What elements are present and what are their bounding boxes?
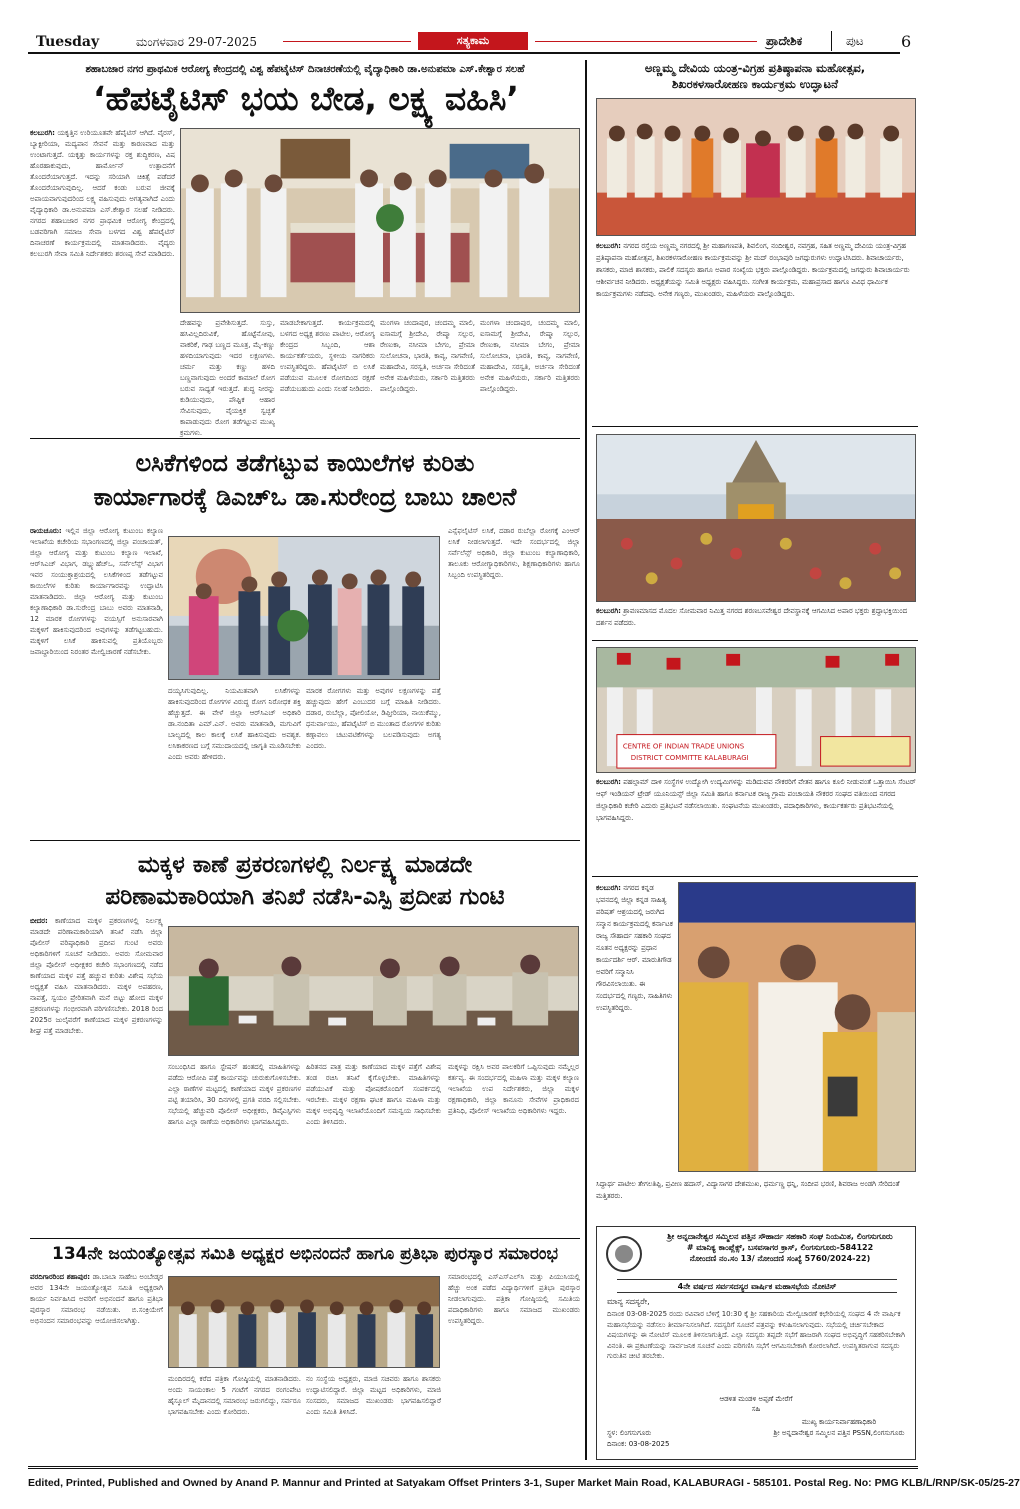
story1-column-b: ದೇಹವನ್ನು ಪ್ರವೇಶಿಸುತ್ತದೆ. ಸುಸ್ತು, ಹಸಿವಿಲ್ಲದಿರುವಿಕೆ, ಹೊಟ್ಟೆನೋವು, ವಾಕರಿಕೆ, ಗಾಢ ಬಣ್ಣದ ಮೂತ್ರ, ಮೈ-ಕಣ್ಣು ಹಳದಿಯಾಗುವುದು ಇದರ ಲಕ್ಷಣಗಳು. ಚರ್ಮ ಮತ್ತು ಕಣ್ಣು ಹಳದಿ ಬಣ್ಣವಾಗುವುದು ಅಂದರೆ ಕಾಮಾಲೆ ರೋಗ ಬರುವ ಸಾಧ್ಯತೆ ಇರುತ್ತದೆ. ಶುದ್ಧ ನೀರನ್ನು ಕುಡಿಯುವುದು, ಪೌಷ್ಟಿಕ ಆಹಾರ ಸೇವಿಸುವುದು, ವೈಯಕ್ತಿಕ ಸ್ವಚ್ಛತೆ ಕಾಪಾಡುವುದು ರೋಗ ತಡೆಗಟ್ಟುವ ಮುಖ್ಯ ಕ್ರಮಗಳು. bbox=[180, 319, 275, 437]
story2-column-a bbox=[30, 526, 163, 826]
story1-dateline: ಕಲಬುರಗಿ: bbox=[30, 129, 55, 137]
story4-headline: 134ನೇ ಜಯಂತ್ಯೋತ್ಸವ ಸಮಿತಿ ಅಧ್ಯಕ್ಷರ ಅಭಿನಂದನೆ ಹಾಗೂ ಪ್ರತಿಭಾ ಪುರಸ್ಕಾರ ಸಮಾರಂಭ bbox=[52, 1244, 558, 1264]
right3-text: ಪಹಲ್ಗಾಮ್ ದಾಳಿ ಸಂಸ್ಥೆಗಳ ಉದ್ಯೋಗಿ ಉದ್ಯಮಿಗಳನ್ನು ಮಡಿದುವವ ನೌಕರರಿಗೆ ವೇತನ ಹಾಗೂ ಕೂಲಿ ನೀಡುವಂತೆ ಒತ್ತಾಯಿಸಿ ಸೆಂಟರ್ ಆಫ್ ಇಂಡಿಯನ್ ಟ್ರೇಡ್ ಯೂನಿಯನ್ಸ್ ಜಿಲ್ಲಾ ಸಮಿತಿ ಹಾಗೂ ಕರ್ನಾಟಕ ರಾಜ್ಯ ಗ್ರಾಮ ಪಂಚಾಯತಿ ನೌಕರರ ಸಂಘದ ವತಿಯಿಂದ ನಗರದ ಜಿಲ್ಲಾಧಿಕಾರಿ ಕಚೇರಿ ಎದುರು ಪ್ರತಿಭಟನೆ ನಡೆಸಲಾಯಿತು. ಸಂಘಟನೆಯ ಮುಖಂಡರು, ಪದಾಧಿಕಾರಿಗಳು, ಕಾರ್ಯಕರ್ತರು ಪ್ರತಿಭಟನೆಯಲ್ಲಿ ಭಾಗವಹಿಸಿದ್ದರು. bbox=[596, 778, 916, 822]
story3-column-a bbox=[30, 916, 163, 1232]
right-divider-2 bbox=[592, 640, 918, 641]
right1-dateline: ಕಲಬುರಗಿ: bbox=[596, 242, 621, 250]
notice-place: ಸ್ಥಳ: ಲಿಂಗಸುಗೂರು bbox=[607, 1429, 652, 1437]
header-rule-left bbox=[283, 41, 411, 42]
right1-story-text bbox=[596, 240, 916, 418]
notice-body: ದಿನಾಂಕ 03-08-2025 ರಂದು ರವಿವಾರ ಬೆಳಿಗ್ಗೆ 10:30 ಕ್ಕೆ ಶ್ರೀ ಸಹಕಾರಿಯ ಮೇಲ್ವಿಚಾರಣೆ ಕಛೇರಿಯಲ್ಲಿ ಸಂಘದ 4 ನೇ ವಾರ್ಷಿಕ ಮಹಾಸಭೆಯನ್ನು ನಡೆಸಲು ತೀರ್ಮಾನಿಸಲಾಗಿದೆ. ಸದಸ್ಯರಿಗೆ ಸೂಚನೆ ಪತ್ರವನ್ನು ಕಳುಹಿಸಲಾಗುವುದು. ಸಭೆಯಲ್ಲಿ ಚರ್ಚಿಸಬೇಕಾದ ವಿಷಯಗಳನ್ನು ಈ ನೋಟಿಸ್ ಮೂಲಕ ತಿಳಿಸಲಾಗುತ್ತಿದೆ. ಎಲ್ಲಾ ಸದಸ್ಯರು ತಪ್ಪದೇ ಸಭೆಗೆ ಹಾಜರಾಗಿ ಸಂಘದ ಅಭಿವೃದ್ಧಿಗೆ ಸಹಕರಿಸಬೇಕಾಗಿ ವಿನಂತಿ. ಈ ಪ್ರಕಟಣೆಯನ್ನು ಸಾರ್ವಜನಿಕ ಸೂಚನೆ ಎಂದು ಪರಿಗಣಿಸಿ ಸಭೆಗೆ ಆಗಮಿಸಬೇಕಾಗಿ ಕೋರಲಾಗಿದೆ. ಉಪಸ್ಥಿತರಾಗುವ ಸದಸ್ಯರು ಗುರುತಿನ ಚೀಟಿ ತರಬೇಕು. bbox=[607, 1310, 905, 1360]
story-divider-3 bbox=[30, 1238, 580, 1239]
story1-column-a bbox=[30, 128, 175, 428]
story2-dateline: ರಾಯಚೂರು: bbox=[30, 527, 62, 535]
right3-caption bbox=[596, 776, 916, 868]
right1-photo bbox=[596, 98, 916, 236]
right-divider-1 bbox=[592, 426, 918, 427]
story2-column-b: ದಯ್ಯಸಿಗುವುದಿಲ್ಲ. ನಿಯಮಿತವಾಗಿ ಲಸಿಕೆಗಳನ್ನು ಹಾಕಿಸುವುದರಿಂದ ರೋಗಗಳ ವಿರುದ್ಧ ರೋಗ ನಿರೋಧಕ ಶಕ್ತಿ ಹೆಚ್ಚುತ್ತದೆ. ಈ ವೇಳೆ ಜಿಲ್ಲಾ ಆರ್‌ಸಿಎಚ್ ಅಧಿಕಾರಿ ಡಾ.ನಂದಿತಾ ಎಮ್.ಎನ್. ಅವರು ಮಾತನಾಡಿ, ಮಗುವಿಗೆ ಬಾಲ್ಯದಲ್ಲಿ ಕಾಲ ಕಾಲಕ್ಕೆ ಲಸಿಕೆ ಹಾಕಿಸುವುದು ಅವಶ್ಯಕ. ಲಸಿಕಾಕರಣದ ಬಗ್ಗೆ ಸಮುದಾಯದಲ್ಲಿ ಜಾಗೃತಿ ಮೂಡಿಸಬೇಕು ಎಂದು ಅವರು ಹೇಳಿದರು. bbox=[168, 687, 301, 761]
story4-text-a: ಡಾ.ಬಾಬಾ ಸಾಹೇಬ ಅಂಬೇಡ್ಕರ ಅವರ 134ನೇ ಜಯಂತ್ಯೋತ್ಸವ ಸಮಿತಿ ಅಧ್ಯಕ್ಷರಾಗಿ ಕಾರ್ಯ ನಿರ್ವಹಿಸಿದ ಅವರಿಗೆ ಅಭಿನಂದನೆ ಹಾಗೂ ಪ್ರತಿಭಾ ಪುರಸ್ಕಾರ ಸಮಾರಂಭ ನಡೆಯಿತು. ಬಿ.ಸಂಕ್ರಿಯೇಗೆ ಅಭಿನಂದನ ಸಮಾರಂಭವನ್ನು ಆಯೋಜಿಸಲಾಗಿತ್ತು. bbox=[30, 1273, 163, 1325]
right2-photo bbox=[596, 434, 916, 602]
page-label: ಪುಟ bbox=[846, 34, 864, 48]
right4-side-text bbox=[596, 882, 674, 1172]
story3-column-c: ಹಿರಿತನದ ಪಾತ್ರ ಮತ್ತು ಕಾಣೆಯಾದ ಮಕ್ಕಳ ಪತ್ತೆಗೆ ವಿಶೇಷ ತಂಡ ರಚಿಸಿ ತನಿಖೆ ಕೈಗೊಳ್ಳಬೇಕು. ಮಾಹಿತಿಗಳನ್ನು ಪಡೆಯುವಿಕೆ ಮತ್ತು ಪೋಷಕರೊಂದಿಗೆ ಸಂಪರ್ಕದಲ್ಲಿ ಇರಬೇಕು. ಮಕ್ಕಳ ರಕ್ಷಣಾ ಘಟಕ ಹಾಗೂ ಮಹಿಳಾ ಮತ್ತು ಮಕ್ಕಳ ಅಭಿವೃದ್ಧಿ ಇಲಾಖೆಯೊಂದಿಗೆ ಸಮನ್ವಯ ಸಾಧಿಸಬೇಕು ಎಂದು ತಿಳಿಸಿದರು. bbox=[306, 1063, 441, 1126]
story3-text-a: ಕಾಣೆಯಾದ ಮಕ್ಕಳ ಪ್ರಕರಣಗಳಲ್ಲಿ ನಿರ್ಲಕ್ಷ್ಯ ಮಾಡದೇ ಪರಿಣಾಮಕಾರಿಯಾಗಿ ತನಿಖೆ ನಡೆಸಿ ಜಿಲ್ಲಾ ಪೊಲೀಸ್ ವರಿಷ್ಠಾಧಿಕಾರಿ ಪ್ರದೀಪ ಗುಂಟಿ ಅವರು ಅಧಿಕಾರಿಗಳಿಗೆ ಸೂಚನೆ ನೀಡಿದರು. ಅವರು ಸೋಮವಾರ ಜಿಲ್ಲಾ ಪೊಲೀಸ್ ಅಧೀಕ್ಷಕರ ಕಚೇರಿ ಸಭಾಂಗಣದಲ್ಲಿ ನಡೆದ ಕಾಣೆಯಾದ ಮಕ್ಕಳ ಪತ್ತೆ ಹಚ್ಚುವ ಕುರಿತು ವಿಶೇಷ ಸಭೆಯ ಅಧ್ಯಕ್ಷತೆ ವಹಿಸಿ ಮಾತನಾಡಿದರು. ಮಕ್ಕಳ ಅಪಹರಣ, ನಾಪತ್ತೆ, ಸ್ವಯಂ ಪ್ರೇರಿತವಾಗಿ ಮನೆ ಬಿಟ್ಟು ಹೋದ ಮಕ್ಕಳ ಪ್ರಕರಣಗಳನ್ನು ಗಂಭೀರವಾಗಿ ಪರಿಗಣಿಸಬೇಕು. 2018 ರಿಂದ 2025ರ ಜುಲೈವರೆಗೆ ಕಾಣೆಯಾದ ಮಕ್ಕಳ ಪ್ರಕರಣಗಳನ್ನು ಶೀಘ್ರ ಪತ್ತೆ ಮಾಡಬೇಕು. bbox=[30, 917, 163, 1035]
section-name: ಪ್ರಾದೇಶಿಕ bbox=[766, 34, 803, 48]
right1-headline-line1: ಅಣ್ಣಮ್ಮ ದೇವಿಯ ಯಂತ್ರ-ವಿಗ್ರಹ ಪ್ರತಿಷ್ಠಾಪನಾ ಮಹೋತ್ಸವ, bbox=[644, 61, 866, 75]
notice-signatory-title: ಮುಖ್ಯ ಕಾರ್ಯನಿರ್ವಾಹಣಾಧಿಕಾರಿ bbox=[801, 1418, 877, 1426]
story2-text-a: ಇಲ್ಲಿನ ಜಿಲ್ಲಾ ಆರೋಗ್ಯ ಕುಟುಂಬ ಕಲ್ಯಾಣ ಇಲಾಖೆಯ ಕಚೇರಿಯ ಸಭಾಂಗಣದಲ್ಲಿ ಜಿಲ್ಲಾ ಪಂಚಾಯತ್, ಜಿಲ್ಲಾ ಆರೋಗ್ಯ ಮತ್ತು ಕುಟುಂಬ ಕಲ್ಯಾಣ ಇಲಾಖೆ, ಆರ್‌ಸಿಎಚ್ ವಿಭಾಗ, ಡಬ್ಲ್ಯುಹೆಚ್‌ಒ, ಸರ್ವೆಲೆನ್ಸ್ ವಿಭಾಗ ಇವರ ಸಂಯುಕ್ತಾಶ್ರಯದಲ್ಲಿ ಲಸಿಕೆಗಳಿಂದ ತಡೆಗಟ್ಟುವ ಕಾಯಿಲೆಗಳ ಕುರಿತು ಕಾರ್ಯಾಗಾರವನ್ನು ಉದ್ಘಾಟಿಸಿ ಮಾತನಾಡಿದರು. ಜಿಲ್ಲಾ ಆರೋಗ್ಯ ಮತ್ತು ಕುಟುಂಬ ಕಲ್ಯಾಣಾಧಿಕಾರಿ ಡಾ.ಸುರೇಂದ್ರ ಬಾಬು ಅವರು ಮಾತನಾಡಿ, 12 ಮಾರಕ ರೋಗಗಳನ್ನು ವಯಸ್ಸಿಗೆ ಅನುಸಾರವಾಗಿ ಮಕ್ಕಳಿಗೆ ಹಾಕಿಸುವುದರಿಂದ ಅವುಗಳನ್ನು ತಡೆಗಟ್ಟಬಹುದು. ಮಕ್ಕಳಿಗೆ ಲಸಿಕೆ ಹಾಕಿಸುವಲ್ಲಿ ಪ್ರತಿಯೊಬ್ಬರು ಜವಾಬ್ದಾರಿಯಿಂದ ನಿರಂತರ ಮೇಲ್ವಿಚಾರಣೆ ನಡೆಸಬೇಕು. bbox=[30, 527, 163, 656]
story4-dateline: ವರದಿಗಾರರಿಂದ ಶಹಾಪುರ: bbox=[30, 1273, 91, 1281]
notice-signatory-org: ಶ್ರೀ ಅನ್ನದಾನೇಶ್ವರ ಸಮ್ಮಿಲನ ಪತ್ತಿನ PSSN,ಲಿಂಗಸುಗೂರು bbox=[773, 1429, 905, 1437]
story3-column-d: ಮಕ್ಕಳನ್ನು ರಕ್ಷಿಸಿ ಅವರ ಪಾಲಕರಿಗೆ ಒಪ್ಪಿಸುವುದು ನಮ್ಮೆಲ್ಲರ ಕರ್ತವ್ಯ. ಈ ಸಂದರ್ಭದಲ್ಲಿ ಮಹಿಳಾ ಮತ್ತು ಮಕ್ಕಳ ಕಲ್ಯಾಣ ಇಲಾಖೆಯ ಉಪ ನಿರ್ದೇಶಕರು, ಜಿಲ್ಲಾ ಮಕ್ಕಳ ರಕ್ಷಣಾಧಿಕಾರಿ, ಜಿಲ್ಲಾ ಕಾನೂನು ಸೇವೆಗಳ ಪ್ರಾಧಿಕಾರದ ಪ್ರತಿನಿಧಿ, ಪೊಲೀಸ್ ಇಲಾಖೆಯ ಅಧಿಕಾರಿಗಳು ಇದ್ದರು. bbox=[448, 1063, 579, 1115]
page-header bbox=[28, 30, 912, 54]
story3-headline-line1: ಮಕ್ಕಳ ಕಾಣೆ ಪ್ರಕರಣಗಳಲ್ಲಿ ನಿರ್ಲಕ್ಷ್ಯ ಮಾಡದೇ bbox=[137, 852, 473, 878]
story1-text-a: ಯಕೃತ್ತಿನ ಉರಿಯೂತವೇ ಹೆಪೈಟಿಸ್ ಆಗಿದೆ. ವೈರಸ್, ಬ್ಯಾಕ್ಟೀರಿಯಾ, ಮದ್ಯಪಾನ ಸೇವನೆ ಮತ್ತು ಕಾರಣವಾದ ಮತ್ತು ಉಂಟಾಗುತ್ತದೆ. ಯಕೃತ್ತು ಕಾರ್ಯಗಳನ್ನು ರಕ್ತ ಶುದ್ಧಿಕರಣ, ವಿಷ ಹೊರಹಾಕುವುದು, ಹಾರ್ಮೋನ್ ಉತ್ಪಾದನೆಗೆ ತೊಂದರೆಯಾಗುತ್ತದೆ. ಇದನ್ನು ಸರಿಯಾಗಿ ಚಿಕಿತ್ಸೆ ಪಡೆದರೆ ತೊಂದರೆಯಾಗುವುದಿಲ್ಲ. ಆದರೆ ಕಂಡು ಬರುವ ಜೀವಕ್ಕೆ ಅಪಾಯವಾಗುವುದರಿಂದ ಲಕ್ಷ್ಯ ವಹಿಸುವುದು ಅಗತ್ಯವಾಗಿದೆ ಎಂದು ವೈದ್ಯಾಧಿಕಾರಿ ಡಾ.ಅನುಪಮಾ ಎಸ್.ಕೇಶ್ವಾರ ಸಲಹೆ ನೀಡಿದರು. ನಗರದ ಶಹಾಬಜಾರ ನಗರ ಪ್ರಾಥಮಿಕ ಆರೋಗ್ಯ ಕೇಂದ್ರದಲ್ಲಿ ಬಡವರಿಗಾಗಿ ಸಮಾಜ ಸೇವಾ ಬಳಗದ ವಿಶ್ವ ಹೆಪಟೈಟಿಸ್ ದಿನಾಚರಣೆ ಕಾರ್ಯಕ್ರಮದಲ್ಲಿ ಮಾತನಾಡಿದರು. ವೈದ್ಯರು ಕಲಬುರಗಿ ಸೇವಾ ಸಮಿತಿ ನಿರ್ದೇಶಕರು ಶರಣಪ್ಪ ಸೇವೆ ಮಾಡಿದರು. bbox=[30, 129, 175, 258]
header-divider bbox=[831, 31, 832, 51]
story1-headline: ‘ಹೆಪಟೈಟಿಸ್ ಭಯ ಬೇಡ, ಲಕ್ಷ್ಯ ವಹಿಸಿ’ bbox=[93, 79, 519, 118]
banner-text-line1: CENTRE OF INDIAN TRADE UNIONS bbox=[622, 742, 745, 751]
general-body-meeting-notice bbox=[596, 1226, 916, 1460]
story3-photo bbox=[168, 926, 579, 1056]
notice-greeting: ಮಾನ್ಯ ಸದಸ್ಯರೇ, bbox=[607, 1297, 650, 1306]
column-separator bbox=[585, 60, 587, 1460]
story2-headline-line2: ಕಾರ್ಯಾಗಾರಕ್ಕೆ ಡಿಎಚ್‌ಒ ಡಾ.ಸುರೇಂದ್ರ ಬಾಬು ಚಾಲನೆ bbox=[93, 483, 517, 511]
page-number: 6 bbox=[901, 32, 912, 51]
story1-photo bbox=[180, 128, 580, 313]
story4-column-b: ಮಂದಿರದಲ್ಲಿ ಕರೆದ ಪತ್ರಿಕಾ ಗೋಷ್ಠಿಯಲ್ಲಿ ಮಾತನಾಡಿದರು. ಅಂದು ಸಾಯಂಕಾಲ 5 ಗಂಟೆಗೆ ನಗರದ ರಂಗಂಪೇಟ ಹೈಸ್ಕೂಲ್ ಮೈದಾನದಲ್ಲಿ ಸಮಾರಂಭ ಜರುಗಲಿದ್ದು, ಸರ್ವರೂ ಭಾಗವಹಿಸಬೇಕು ಎಂದು ಕೋರಿದರು. bbox=[168, 1375, 301, 1416]
notice-org-header bbox=[649, 1231, 911, 1264]
banner-text-line2: DISTRICT COMMITTE KALABURAGI bbox=[630, 754, 749, 763]
story2-column-d: ಎನ್ಸೆಫಲೈಟಿಸ್ ಲಸಿಕೆ, ದಡಾರ ರುಬೆಲ್ಲಾ ರೋಗಕ್ಕೆ ಎಂಆರ್ ಲಸಿಕೆ ನೀಡಲಾಗುತ್ತದೆ. ಇದೇ ಸಂದರ್ಭದಲ್ಲಿ ಜಿಲ್ಲಾ ಸರ್ವೆಲೆನ್ಸ್ ಅಧಿಕಾರಿ, ಜಿಲ್ಲಾ ಕುಟುಂಬ ಕಲ್ಯಾಣಾಧಿಕಾರಿ, ತಾಲೂಕು ಆರೋಗ್ಯಾಧಿಕಾರಿಗಳು, ಶಿಕ್ಷಣಾಧಿಕಾರಿಗಳು ಹಾಗೂ ಸಿಬ್ಬಂದಿ ಉಪಸ್ಥಿತರಿದ್ದರು. bbox=[448, 527, 580, 579]
society-logo-icon bbox=[605, 1235, 643, 1273]
right4-caption: ಸಿದ್ದಾರ್ಥ ಪಾಟೀಲ ತೇಗಲತಿಪ್ಪಿ, ಪ್ರವೀಣ ಹದಾಸ್, ವಿದ್ಯಾಸಾಗರ ದೇಶಮುಖ, ಧರ್ಮಣ್ಣ ಧನ್ನಿ, ಸಂದೀಪ ಭರಣಿ, ಶಿವರಾಜ ಅಂಡಗಿ ಸೇರಿದಂತೆ ಮತ್ತಿತರರು. bbox=[596, 1180, 900, 1200]
notice-order-line: ಆಡಳಿತ ಮಂಡಳಿ ಅಪ್ಪಣೆ ಮೇರೆಗೆ bbox=[719, 1395, 793, 1403]
printer-imprint: Edited, Printed, Published and Owned by Anand P. Mannur and Printed at Satyakam Offset Printers 3-1, Super Market Main Road, KALABURAGI - 585101. Postal Reg. No: PMG KLB/L/RNP/SK-05/25-27 bbox=[28, 1466, 918, 1498]
right-divider-3 bbox=[592, 876, 918, 877]
story2-photo bbox=[168, 536, 440, 680]
right1-headline-line2: ಶಿಖರಕಳಸಾರೋಹಣ ಕಾರ್ಯಕ್ರಮ ಉದ್ಘಾಟನೆ bbox=[672, 77, 838, 91]
issue-date: ಮಂಗಳವಾರ 29-07-2025 bbox=[136, 35, 258, 49]
right4-text: ನಗರದ ಕನ್ನಡ ಭವನದಲ್ಲಿ ಜಿಲ್ಲಾ ಕನ್ನಡ ಸಾಹಿತ್ಯ ಪರಿಷತ್ ಆಶ್ರಯದಲ್ಲಿ ಜರುಗಿದ ಸನ್ಮಾನ ಕಾರ್ಯಕ್ರಮದಲ್ಲಿ ಕರ್ನಾಟಕ ರಾಜ್ಯ ಸೌಹಾರ್ದ ಸಹಕಾರಿ ಸಂಘದ ನೂತನ ಅಧ್ಯಕ್ಷರನ್ನು ಪ್ರಧಾನ ಕಾರ್ಯದರ್ಶಿ ಆರ್. ಮಾರುತಿಗೌಡ ಅವರಿಗೆ ಸನ್ಮಾನಿಸಿ ಗೌರವಿಸಲಾಯಿತು. ಈ ಸಂದರ್ಭದಲ್ಲಿ ಗಣ್ಯರು, ಸಾಹಿತಿಗಳು ಉಪಸ್ಥಿತರಿದ್ದರು. bbox=[596, 884, 673, 1012]
notice-org-name: ಶ್ರೀ ಅನ್ನದಾನೇಶ್ವರ ಸಮ್ಮಿಲನ ಪತ್ತಿನ ಸೌಹಾರ್ದ ಸಹಕಾರಿ ಸಂಘ ನಿಯಮಿತ, ಲಿಂಗಸುಗೂರು bbox=[667, 1232, 893, 1241]
notice-title: 4ನೇ ವರ್ಷದ ಸರ್ವಸದಸ್ಯರ ವಾರ್ಷಿಕ ಮಹಾಸಭೆಯ ನೋಟಿಸ್ bbox=[617, 1279, 897, 1293]
masthead-logo: ಸತ್ಯಕಾಮ bbox=[418, 32, 528, 50]
story3-column-b: ಸಂಬಂಧಿಸಿದ ಹಾಗೂ ಸ್ಟೇಷನ್ ಹಂತದಲ್ಲಿ ಮಾಹಿತಿಗಳನ್ನು ಪಡೆದು ಆರೋಪಿ ಪತ್ತೆ ಕಾರ್ಯವನ್ನು ಚುರುಕುಗೊಳಿಸಬೇಕು. ಎಲ್ಲಾ ಠಾಣೆಗಳ ಮಟ್ಟದಲ್ಲಿ ಕಾಣೆಯಾದ ಮಕ್ಕಳ ಪ್ರಕರಣಗಳ ಪಟ್ಟಿ ತಯಾರಿಸಿ, 30 ದಿನಗಳಲ್ಲಿ ಪ್ರಗತಿ ವರದಿ ಸಲ್ಲಿಸಬೇಕು. ಸಭೆಯಲ್ಲಿ ಹೆಚ್ಚುವರಿ ಪೊಲೀಸ್ ಅಧೀಕ್ಷಕರು, ಡಿವೈಎಸ್ಪಿಗಳು ಹಾಗೂ ಎಲ್ಲಾ ಠಾಣೆಯ ಅಧಿಕಾರಿಗಳು ಭಾಗವಹಿಸಿದ್ದರು. bbox=[168, 1063, 301, 1126]
right2-text: ಶ್ರಾವಣಮಾಸದ ಮೊದಲ ಸೋಮವಾರ ನಿಮಿತ್ತ ನಗರದ ಶರಣಬಸವೇಶ್ವರ ದೇವಸ್ಥಾನಕ್ಕೆ ಆಗಮಿಸಿದ ಅಪಾರ ಭಕ್ತರು ಶ್ರದ್ಧಾಭಕ್ತಿಯಿಂದ ದರ್ಶನ ಪಡೆದರು. bbox=[596, 607, 908, 627]
story1-column-d: ಮಂಗಳಾ ಚಂದಾಪುರ, ಚಂದಮ್ಮ ಮಾಲಿ, ಐಸಾಮಗ್ಗೆ ಶ್ರೀದೇವಿ, ರೇಷ್ಮಾ ಸಲ್ಪುರ, ರೇಣುಕಾ, ನಸೀಮಾ ಬೇಗಂ, ಪ್ರೇಮಾ ಸುಲೋಚನಾ, ಭಾರತಿ, ಕಾವ್ಯ, ನಾಗವೇಣಿ, ಮಹಾದೇವಿ, ಸರಸ್ವತಿ, ಅರ್ಚನಾ ಸೇರಿದಂತೆ ಅನೇಕ ಮಹಿಳೆಯರು, ಸರ್ಕಾರಿ ಮತ್ತಿತರರು ಪಾಲ್ಗೊಂಡಿದ್ದರು. bbox=[380, 319, 475, 393]
story4-column-a bbox=[30, 1272, 163, 1460]
notice-signatory bbox=[765, 1417, 913, 1439]
story4-photo bbox=[168, 1276, 440, 1368]
notice-org-address: # ಮಾನಿಕ್ಯ ಕಾಂಪ್ಲೆಕ್ಸ್, ಬಸವಸಾಗರ ಕ್ರಾಸ್, ಲಿಂಗಸುಗೂರು-584122 bbox=[686, 1243, 874, 1252]
right4-dateline: ಕಲಬುರಗಿ: bbox=[596, 884, 621, 892]
notice-date: ದಿನಾಂಕ: 03-08-2025 bbox=[607, 1440, 670, 1448]
story3-dateline: ಬೀದರ: bbox=[30, 917, 48, 925]
story4-column-c: ನಂ ಸಂಸ್ಥೆಯ ಅಧ್ಯಕ್ಷರು, ಮಾಜಿ ಸಚಿವರು ಹಾಗೂ ಶಾಸಕರು ಉದ್ಘಾಟಿಸಲಿದ್ದಾರೆ. ಜಿಲ್ಲಾ ಮಟ್ಟದ ಅಧಿಕಾರಿಗಳು, ಮಾಜಿ ಸಂಸದರು, ಸಮಾಜದ ಮುಖಂಡರು ಭಾಗವಹಿಸಲಿದ್ದಾರೆ ಎಂದು ಸಮಿತಿ ತಿಳಿಸಿದೆ. bbox=[306, 1375, 441, 1416]
right3-photo bbox=[596, 647, 916, 773]
story2-column-c: ಮಾರಕ ರೋಗಗಳು ಮತ್ತು ಅವುಗಳ ಲಕ್ಷಣಗಳನ್ನು ಪತ್ತೆ ಹಚ್ಚುವುದು ಹೇಗೆ ಎಂಬುದರ ಬಗ್ಗೆ ಮಾಹಿತಿ ನೀಡಿದರು. ದಡಾರ, ರುಬೆಲ್ಲಾ, ಪೋಲಿಯೋ, ಡಿಫ್ತೀರಿಯಾ, ನಾಯಿಕೆಮ್ಮು, ಧನುರ್ವಾಯು, ಹೆಪಟೈಟಿಸ್ ಬಿ ಮುಂತಾದ ರೋಗಗಳ ಕುರಿತು ಕಣ್ಗಾವಲು ಚಟುವಟಿಕೆಗಳನ್ನು ಬಲಪಡಿಸುವುದು ಅಗತ್ಯ ಎಂದರು. bbox=[306, 687, 441, 750]
story3-headline-line2: ಪರಿಣಾಮಕಾರಿಯಾಗಿ ತನಿಖೆ ನಡೆಸಿ-ಎಸ್ಪಿ ಪ್ರದೀಪ ಗುಂಟಿ bbox=[105, 884, 505, 910]
story1-column-e: ಮಂಗಳಾ ಚಂದಾಪುರ, ಚಂದಮ್ಮ ಮಾಲಿ, ಐಸಾಮಗ್ಗೆ ಶ್ರೀದೇವಿ, ರೇಷ್ಮಾ ಸಲ್ಪುರ, ರೇಣುಕಾ, ನಸೀಮಾ ಬೇಗಂ, ಪ್ರೇಮಾ ಸುಲೋಚನಾ, ಭಾರತಿ, ಕಾವ್ಯ, ನಾಗವೇಣಿ, ಮಹಾದೇವಿ, ಸರಸ್ವತಿ, ಅರ್ಚನಾ ಸೇರಿದಂತೆ ಅನೇಕ ಮಹಿಳೆಯರು, ಸರ್ಕಾರಿ ಮತ್ತಿತರರು ಪಾಲ್ಗೊಂಡಿದ್ದರು. bbox=[480, 319, 580, 393]
right2-caption bbox=[596, 605, 916, 635]
notice-place-date bbox=[607, 1428, 669, 1450]
weekday-english: Tuesday bbox=[36, 34, 100, 50]
story1-kicker: ಶಹಾಬಜಾರ ನಗರ ಪ್ರಾಥಮಿಕ ಆರೋಗ್ಯ ಕೇಂದ್ರದಲ್ಲಿ ವಿಶ್ವ ಹೆಪಟೈಟಿಸ್ ದಿನಾಚರಣೆಯಲ್ಲಿ ವೈದ್ಯಾಧಿಕಾರಿ ಡಾ.ಅನುಪಮಾ ಎಸ್.ಕೇಶ್ವಾರ ಸಲಹೆ bbox=[85, 64, 525, 75]
right2-dateline: ಕಲಬುರಗಿ: bbox=[596, 607, 621, 615]
story1-column-c: ಮಾಡಬೇಕಾಗುತ್ತದೆ. ಕಾರ್ಯಕ್ರಮದಲ್ಲಿ ಬಳಗದ ಅಧ್ಯಕ್ಷ ಶರಣು ಪಾಟೀಲ, ಆರೋಗ್ಯ ಕೇಂದ್ರದ ಸಿಬ್ಬಂದಿ, ಆಶಾ ಕಾರ್ಯಕರ್ತೆಯರು, ಸ್ಥಳೀಯ ನಾಗರಿಕರು ಉಪಸ್ಥಿತರಿದ್ದರು. ಹೆಪಟೈಟಿಸ್ ಬಿ ಲಸಿಕೆ ಪಡೆಯುವ ಮೂಲಕ ರೋಗದಿಂದ ರಕ್ಷಣೆ ಪಡೆಯಬಹುದು ಎಂದು ಸಲಹೆ ನೀಡಿದರು. bbox=[280, 319, 375, 393]
story4-column-d: ಸಮಾರಂಭದಲ್ಲಿ ಎಸ್‌ಎಸ್‌ಎಲ್‌ಸಿ ಮತ್ತು ಪಿಯುಸಿಯಲ್ಲಿ ಹೆಚ್ಚು ಅಂಕ ಪಡೆದ ವಿದ್ಯಾರ್ಥಿಗಳಿಗೆ ಪ್ರತಿಭಾ ಪುರಸ್ಕಾರ ನೀಡಲಾಗುವುದು. ಪತ್ರಿಕಾ ಗೋಷ್ಠಿಯಲ್ಲಿ ಸಮಿತಿಯ ಪದಾಧಿಕಾರಿಗಳು ಹಾಗೂ ಸಮಾಜದ ಮುಖಂಡರು ಉಪಸ್ಥಿತರಿದ್ದರು. bbox=[448, 1273, 580, 1325]
story-divider-2 bbox=[30, 840, 580, 841]
right1-text: ನಗರದ ರಸ್ತೆಯ ಅಣ್ಣಮ್ಮ ನಗರದಲ್ಲಿ ಶ್ರೀ ಮಹಾಗಣಪತಿ, ಶಿವಲಿಂಗ, ನಂದೀಶ್ವರ, ನವಗ್ರಹ, ಸಹಿತ ಅಣ್ಣಮ್ಮ ದೇವಿಯ ಯಂತ್ರ-ವಿಗ್ರಹ ಪ್ರತಿಷ್ಠಾಪನಾ ಮಹೋತ್ಸವ, ಶಿಖರಕಳಸಾರೋಹಣ ಕಾರ್ಯಕ್ರಮವನ್ನು ಶ್ರೀ ಮದ್ ರಂಭಾಪುರಿ ಜಗದ್ಗುರುಗಳು ಉದ್ಘಾಟಿಸಿದರು. ಶಿವಾಚಾರ್ಯರು, ಶಾಸಕರು, ಮಾಜಿ ಶಾಸಕರು, ಪಾಲಿಕೆ ಸದಸ್ಯರು ಹಾಗೂ ಅಪಾರ ಸಂಖ್ಯೆಯ ಭಕ್ತರು ಪಾಲ್ಗೊಂಡಿದ್ದರು. ಕಾರ್ಯಕ್ರಮದಲ್ಲಿ ಜಗದ್ಗುರು ಶಿವಾಚಾರ್ಯರು ಆಶೀರ್ವಚನ ನೀಡಿದರು. ಅಧ್ಯಕ್ಷತೆಯನ್ನು ಸಮಿತಿ ಅಧ್ಯಕ್ಷರು ವಹಿಸಿದ್ದರು. ಸಂಗೀತ ಕಾರ್ಯಕ್ರಮ, ಮಹಾಪ್ರಸಾದ ಹಾಗೂ ವಿವಿಧ ಧಾರ್ಮಿಕ ಕಾರ್ಯಕ್ರಮಗಳು ನಡೆದವು. ಅನೇಕ ಗಣ್ಯರು, ಮುಖಂಡರು, ಮಹಿಳೆಯರು ಪಾಲ್ಗೊಂಡಿದ್ದರು. bbox=[596, 242, 910, 298]
notice-signed: ಸಹಿ bbox=[751, 1405, 761, 1413]
right4-photo bbox=[678, 882, 916, 1172]
story2-headline-line1: ಲಸಿಕೆಗಳಿಂದ ತಡೆಗಟ್ಟುವ ಕಾಯಿಲೆಗಳ ಕುರಿತು bbox=[135, 449, 475, 477]
story-divider-1 bbox=[30, 438, 580, 439]
right3-dateline: ಕಲಬುರಗಿ: bbox=[596, 778, 621, 786]
notice-org-registration: ನೋಂದಣಿ ನಂ.ಸಂ 13/ ನೋಂದಣಿ ಸಂಖ್ಯೆ 5760/2024-22) bbox=[689, 1254, 871, 1263]
header-rule-right bbox=[535, 41, 757, 42]
